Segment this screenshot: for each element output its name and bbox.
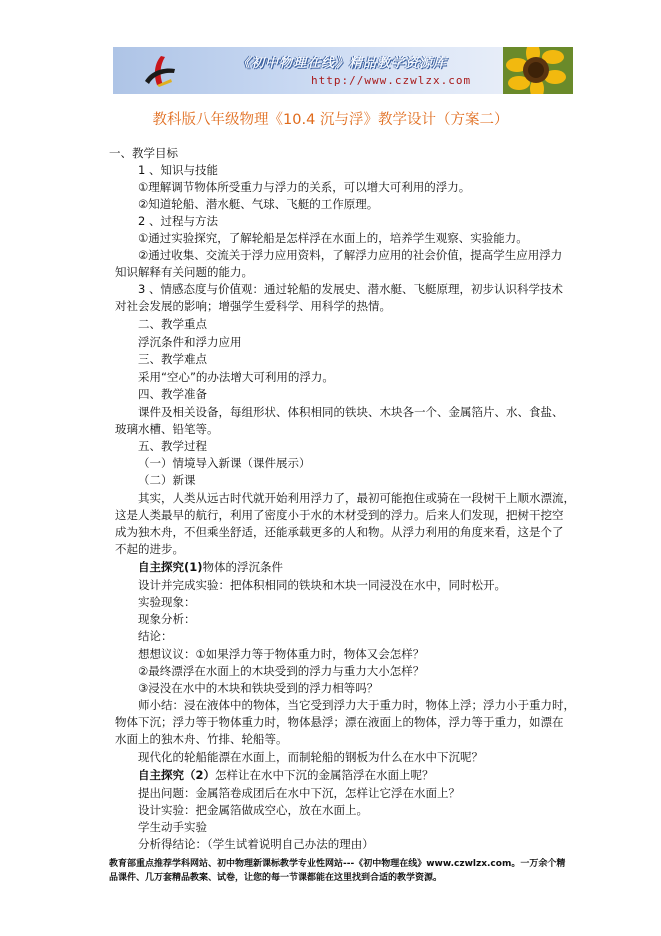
text-line: 学生动手实验 <box>138 820 207 834</box>
header-banner <box>113 47 573 94</box>
text-line: ①通过实验探究，了解轮船是怎样浮在水面上的，培养学生观察、实验能力。 <box>138 231 528 245</box>
text-line: 想想议议：①如果浮力等于物体重力时，物体又会怎样？ <box>138 647 425 661</box>
text-line: 不起的进步。 <box>115 542 184 556</box>
text-line: 3 、情感态度与价值观：通过轮船的发展史、潜水艇、飞艇原理，初步认识科学技术 <box>138 282 563 296</box>
section-heading: 四、教学准备 <box>138 387 207 401</box>
inquiry-topic: 怎样让在水中下沉的金属箔浮在水面上呢？ <box>215 768 434 782</box>
banner-url[interactable]: http://www.czwlzx.com <box>311 74 472 87</box>
text-line: 师小结：浸在液体中的物体，当它受到浮力大于重力时，物体上浮；浮力小于重力时， <box>138 698 575 712</box>
inquiry-line <box>138 559 283 576</box>
text-line: 现象分析： <box>138 612 196 626</box>
text-line: 物体下沉；浮力等于物体重力时，物体悬浮；漂在液面上的物体，浮力等于重力，如漂在 <box>115 715 564 729</box>
text-line: 现代化的轮船能漂在水面上，而制轮船的钢板为什么在水中下沉呢？ <box>138 750 483 764</box>
text-line: 采用“空心”的办法增大可利用的浮力。 <box>138 370 334 384</box>
document-title: 教科版八年级物理《10.4 沉与浮》教学设计（方案二） <box>152 112 509 128</box>
section-heading: 一、教学目标 <box>109 146 178 160</box>
inquiry-label: 自主探究（2） <box>138 768 216 782</box>
text-line: ②通过收集、交流关于浮力应用资料，了解浮力应用的社会价值，提高学生应用浮力 <box>138 248 563 262</box>
sunflower-icon <box>503 47 573 94</box>
text-line: 实验现象： <box>138 595 196 609</box>
section-heading: 五、教学过程 <box>138 439 207 453</box>
text-line: 对社会发展的影响；增强学生爱科学、用科学的热情。 <box>115 299 391 313</box>
text-line: ①理解调节物体所受重力与浮力的关系，可以增大可利用的浮力。 <box>138 180 471 194</box>
footer-note: 教育部重点推荐学科网站、初中物理新课标教学专业性网站---《初中物理在线》www.czwlzx.com。一万余个精品课件、几万套精品教案、试卷，让您的每一节课都能在这里找到合适的教学资源。 <box>109 859 566 883</box>
text-line: 课件及相关设备，每组形状、体积相同的铁块、木块各一个、金属箔片、水、食盐、 <box>138 405 564 419</box>
text-line: 设计实验：把金属箔做成空心，放在水面上。 <box>138 803 368 817</box>
text-line: 结论： <box>138 629 173 643</box>
text-line: ②最终漂浮在水面上的木块受到的浮力与重力大小怎样？ <box>138 664 425 678</box>
text-line: 成为独木舟，不但乘坐舒适，还能承载更多的人和物。从浮力利用的角度来看，这是个了 <box>115 525 564 539</box>
text-line: 设计并完成实验：把体积相同的铁块和木块一同浸没在水中，同时松开。 <box>138 578 506 592</box>
section-heading: 二、教学重点 <box>138 317 207 331</box>
text-line: 玻璃水槽、铅笔等。 <box>115 422 219 436</box>
text-line: ②知道轮船、潜水艇、气球、飞艇的工作原理。 <box>138 197 379 211</box>
subsection-heading: 1 、知识与技能 <box>138 163 218 177</box>
subsection-heading: 2 、过程与方法 <box>138 214 218 228</box>
subsection-heading: （一）情境导入新课（课件展示） <box>138 456 311 470</box>
site-logo-icon <box>141 53 177 89</box>
text-line: 浮沉条件和浮力应用 <box>138 335 242 349</box>
inquiry-line <box>138 767 434 784</box>
inquiry-topic: 物体的浮沉条件 <box>202 560 284 574</box>
text-line: 分析得结论：（学生试着说明自己办法的理由） <box>138 837 374 851</box>
section-heading: 三、教学难点 <box>138 352 207 366</box>
text-line: 水面上的独木舟、竹排、轮船等。 <box>115 732 288 746</box>
banner-title: 《初中物理在线》精品教学资源库 <box>237 56 448 71</box>
text-line: 提出问题：金属箔卷成团后在水中下沉，怎样让它浮在水面上？ <box>138 786 460 800</box>
text-line: ③浸没在水中的木块和铁块受到的浮力相等吗？ <box>138 681 379 695</box>
text-line: 其实，人类从远古时代就开始利用浮力了，最初可能抱住或骑在一段树干上顺水漂流， <box>138 491 575 505</box>
subsection-heading: （二）新课 <box>138 473 196 487</box>
text-line: 知识解释有关问题的能力。 <box>115 265 253 279</box>
inquiry-label: 自主探究(1) <box>138 560 203 574</box>
text-line: 这是人类最早的航行，利用了密度小于水的木材受到的浮力。后来人们发现，把树干挖空 <box>115 508 564 522</box>
